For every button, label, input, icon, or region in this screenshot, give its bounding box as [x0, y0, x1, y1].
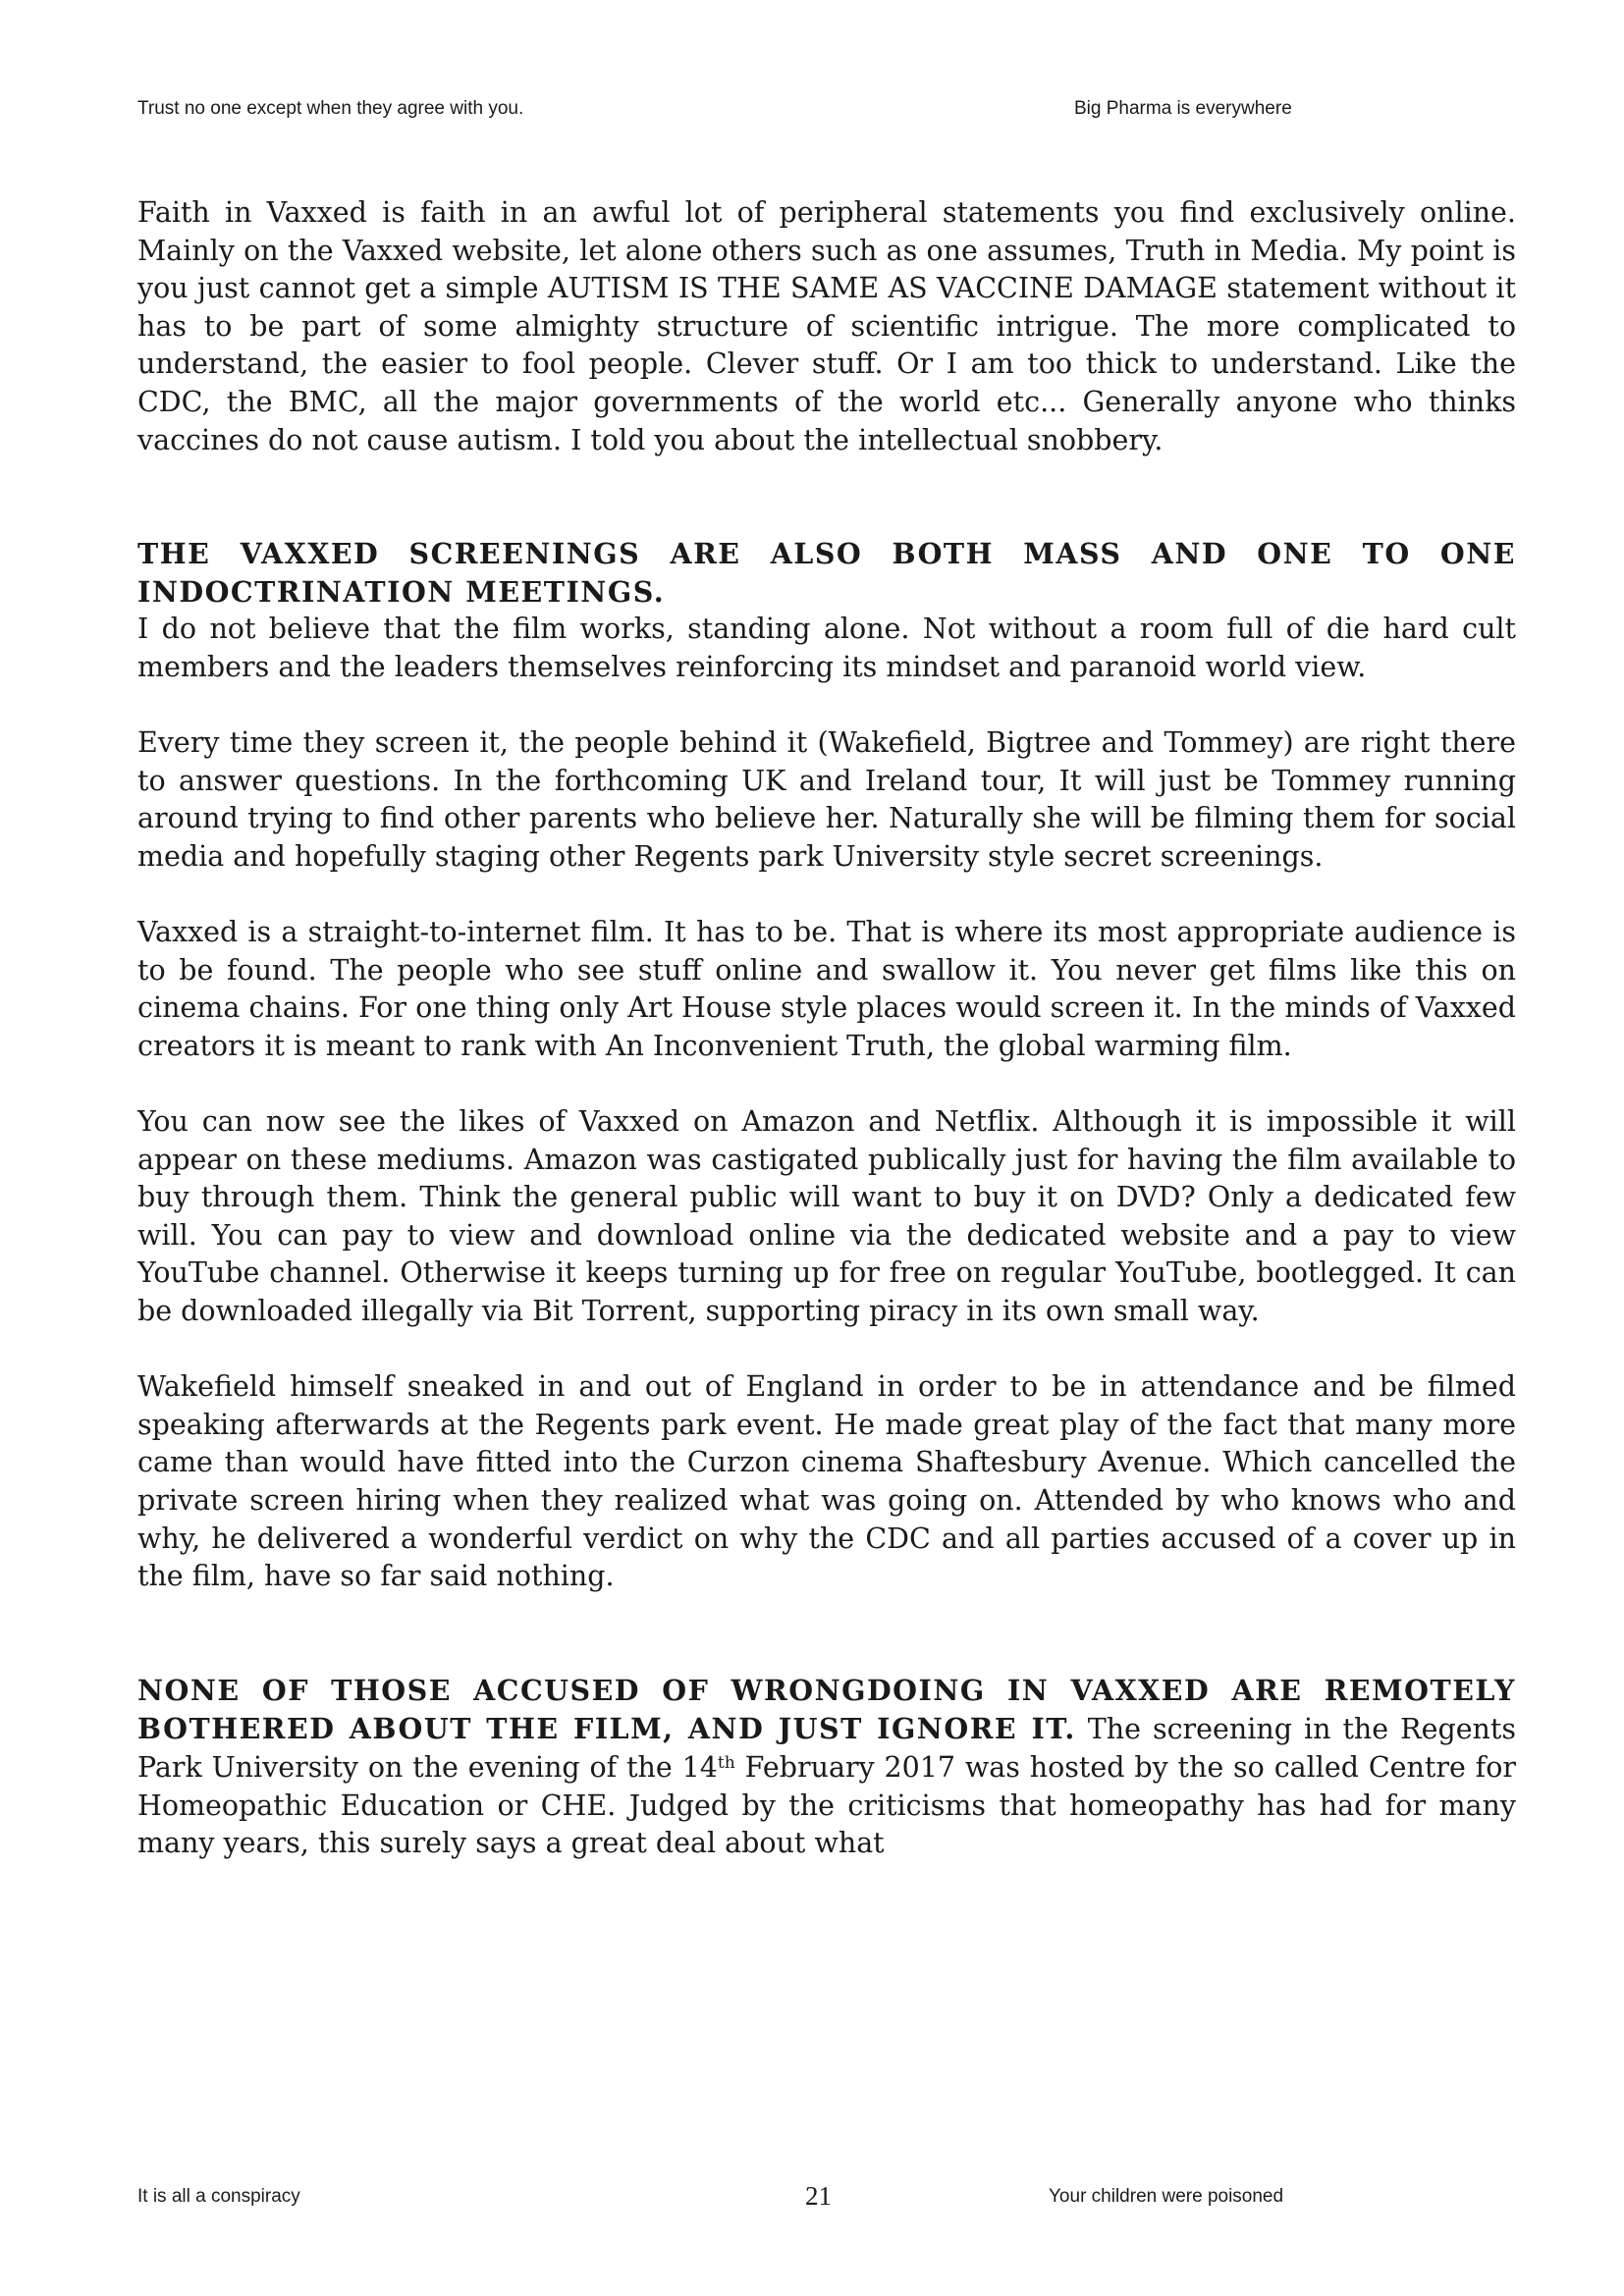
paragraph-spacer [137, 459, 1516, 535]
paragraph-spacer [137, 1596, 1516, 1672]
ordinal-superscript: th [717, 1753, 735, 1774]
paragraph-text-part-1: The screening in the Regents Park University on the evening of the 14 [137, 1713, 1516, 1784]
running-header-left: Trust no one except when they agree with you. [137, 98, 524, 119]
paragraph-spacer [137, 1331, 1516, 1369]
paragraph-none-of-those-accused [137, 1672, 1516, 1863]
paragraph-spacer [137, 1065, 1516, 1103]
paragraph-film-standing-alone: I do not believe that the film works, standing alone. Not without a room full of die hard cult members and the leaders themselves reinforcing its mindset and paranoid world view. [137, 613, 1516, 683]
paragraph-spacer [137, 877, 1516, 915]
section-heading-screenings: THE VAXXED SCREENINGS ARE ALSO BOTH MASS AND ONE TO ONE INDOCTRINATION MEETINGS. [137, 537, 1516, 609]
page-number: 21 [805, 2181, 832, 2211]
paragraph-every-time-they-screen: Every time they screen it, the people behind it (Wakefield, Bigtree and Tommey) are right there to answer questions. In the forthcoming UK and Ireland tour, It will just be Tommey running around trying to find other parents who believe her. Naturally she will be filming them for social media and hopefully staging other Regents park University style secret screenings. [137, 726, 1516, 873]
running-header-right: Big Pharma is everywhere [1074, 98, 1292, 119]
page-body [137, 194, 1516, 1863]
paragraph-wakefield-regents-park: Wakefield himself sneaked in and out of England in order to be in attendance and be filmed speaking afterwards at the Regents park event. He made great play of the fact that many more came than would have fitted into the Curzon cinema Shaftesbury Avenue. Which cancelled the private screen hiring when they realized what was going on. Attended by who knows who and why, he delivered a wonderful verdict on why the CDC and all parties accused of a cover up in the film, have so far said nothing. [137, 1370, 1516, 1593]
paragraph-text-part-2: February 2017 was hosted by the so called Centre for Homeopathic Education or CHE. Judged by the criticisms that homeopathy has had for many many years, this surely says a great deal about what [137, 1750, 1516, 1860]
paragraph-straight-to-internet: Vaxxed is a straight-to-internet film. It has to be. That is where its most appropriate audience is to be found. The people who see stuff online and swallow it. You never get films like this on cinema chains. For one thing only Art House style places would screen it. In the minds of Vaxxed creators it is meant to rank with An Inconvenient Truth, the global warming film. [137, 916, 1516, 1062]
paragraph-amazon-netflix: You can now see the likes of Vaxxed on Amazon and Netflix. Although it is impossible it will appear on these mediums. Amazon was castigated publically just for having the film available to buy through them. Think the general public will want to buy it on DVD? Only a dedicated few will. You can pay to view and download online via the dedicated website and a pay to view YouTube channel. Otherwise it keeps turning up for free on regular YouTube, bootlegged. It can be downloaded illegally via Bit Torrent, supporting piracy in its own small way. [137, 1105, 1516, 1328]
paragraph-spacer [137, 687, 1516, 725]
paragraph-faith-in-vaxxed: Faith in Vaxxed is faith in an awful lot of peripheral statements you find exclusively online. Mainly on the Vaxxed website, let alone others such as one assumes, Truth in Media. My point is you just cannot get a simple AUTISM IS THE SAME AS VACCINE DAMAGE statement without it has to be part of some almighty structure of scientific intrigue. The more complicated to understand, the easier to fool people. Clever stuff. Or I am too thick to understand. Like the CDC, the BMC, all the major governments of the world etc... Generally anyone who thinks vaccines do not cause autism. I told you about the intellectual snobbery. [137, 196, 1516, 456]
running-footer-right: Your children were poisoned [1049, 2186, 1284, 2207]
inline-heading-none-accused: NONE OF THOSE ACCUSED OF WRONGDOING IN VAXXED ARE REMOTELY BOTHERED ABOUT THE FILM, AND JUST IGNORE IT. [137, 1673, 1516, 1746]
running-footer-left: It is all a conspiracy [137, 2186, 300, 2207]
